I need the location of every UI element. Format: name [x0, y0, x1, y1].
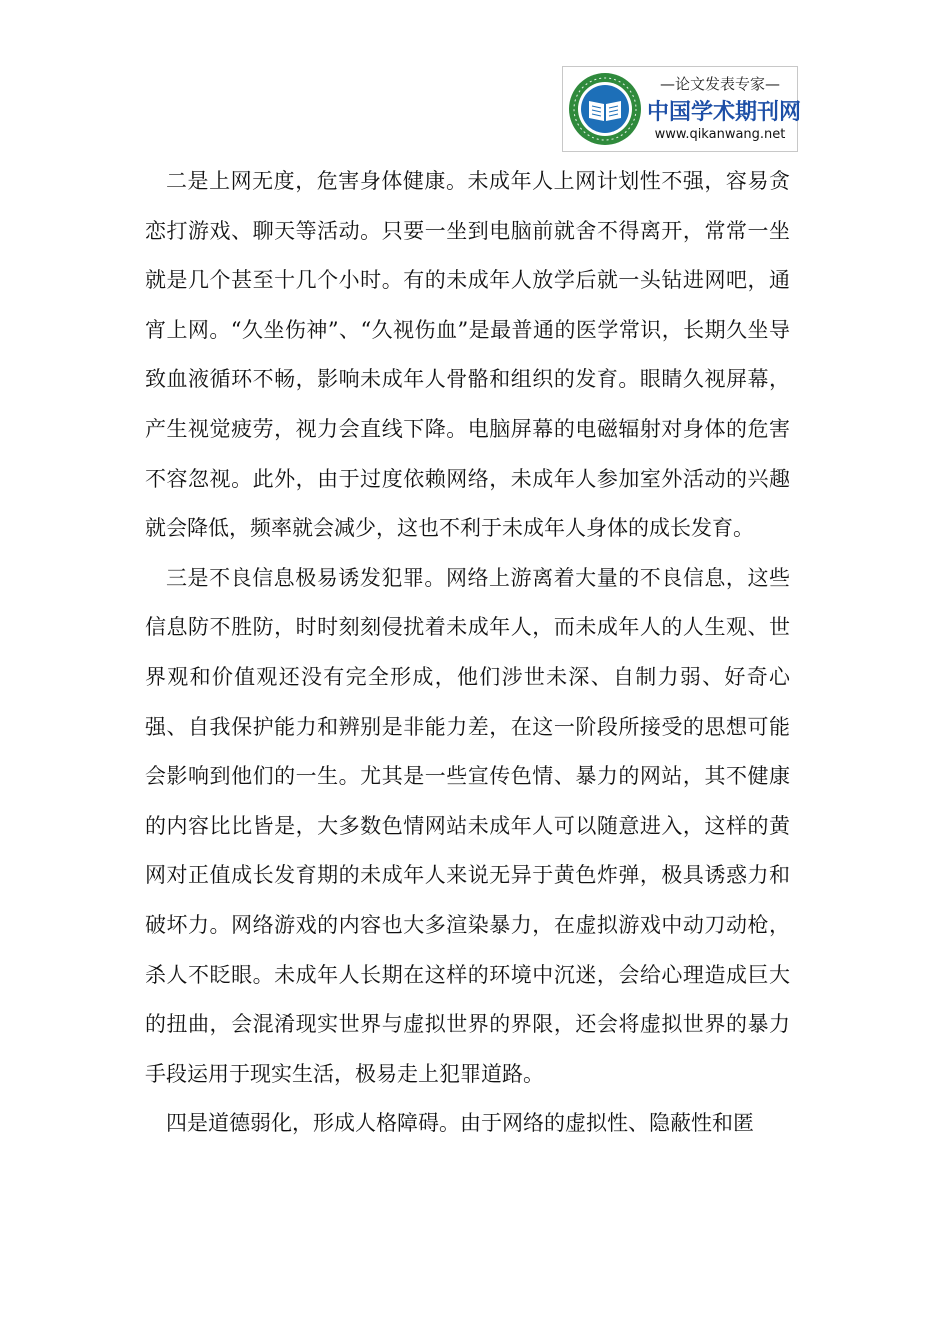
logo-slogan: —论文发表专家— — [659, 75, 780, 93]
seal-emblem — [567, 71, 643, 147]
logo-url: www.qikanwang.net — [654, 127, 786, 142]
paragraph-health: 二是上网无度，危害身体健康。未成年人上网计划性不强，容易贪恋打游戏、聊天等活动。只要一坐到电脑前就舍不得离开，常常一坐就是几个甚至十几个小时。有的未成年人放学后就一头钻进网吧，通宵上网。“久坐伤神”、“久视伤血”是最普通的医学常识，长期久坐导致血液循环不畅，影响未成年人骨骼和组织的发育。眼睛久视屏幕，产生视觉疲劳，视力会直线下降。电脑屏幕的电磁辐射对身体的危害不容忽视。此外，由于过度依赖网络，未成年人参加室外活动的兴趣就会降低，频率就会减少，这也不利于未成年人身体的成长发育。 — [145, 169, 790, 541]
paragraph-crime: 三是不良信息极易诱发犯罪。网络上游离着大量的不良信息，这些信息防不胜防，时时刻刻侵扰着未成年人，而未成年人的人生观、世界观和价值观还没有完全形成，他们涉世未深、自制力弱、好奇心强、自我保护能力和辨别是非能力差，在这一阶段所接受的思想可能会影响到他们的一生。尤其是一些宣传色情、暴力的网站，其不健康的内容比比皆是，大多数色情网站未成年人可以随意进入，这样的黄网对正值成长发育期的未成年人来说无异于黄色炸弹，极具诱惑力和破坏力。网络游戏的内容也大多渲染暴力，在虚拟游戏中动刀动枪，杀人不眨眼。未成年人长期在这样的环境中沉迷，会给心理造成巨大的扭曲，会混淆现实世界与虚拟世界的界限，还会将虚拟世界的暴力手段运用于现实生活，极易走上犯罪道路。 — [145, 565, 790, 1086]
journal-logo — [562, 66, 802, 152]
paragraph-morality: 四是道德弱化，形成人格障碍。由于网络的虚拟性、隐蔽性和匿 — [166, 1111, 754, 1136]
article-body — [145, 157, 790, 1149]
logo-name: 中国学术期刊网 — [647, 100, 802, 125]
